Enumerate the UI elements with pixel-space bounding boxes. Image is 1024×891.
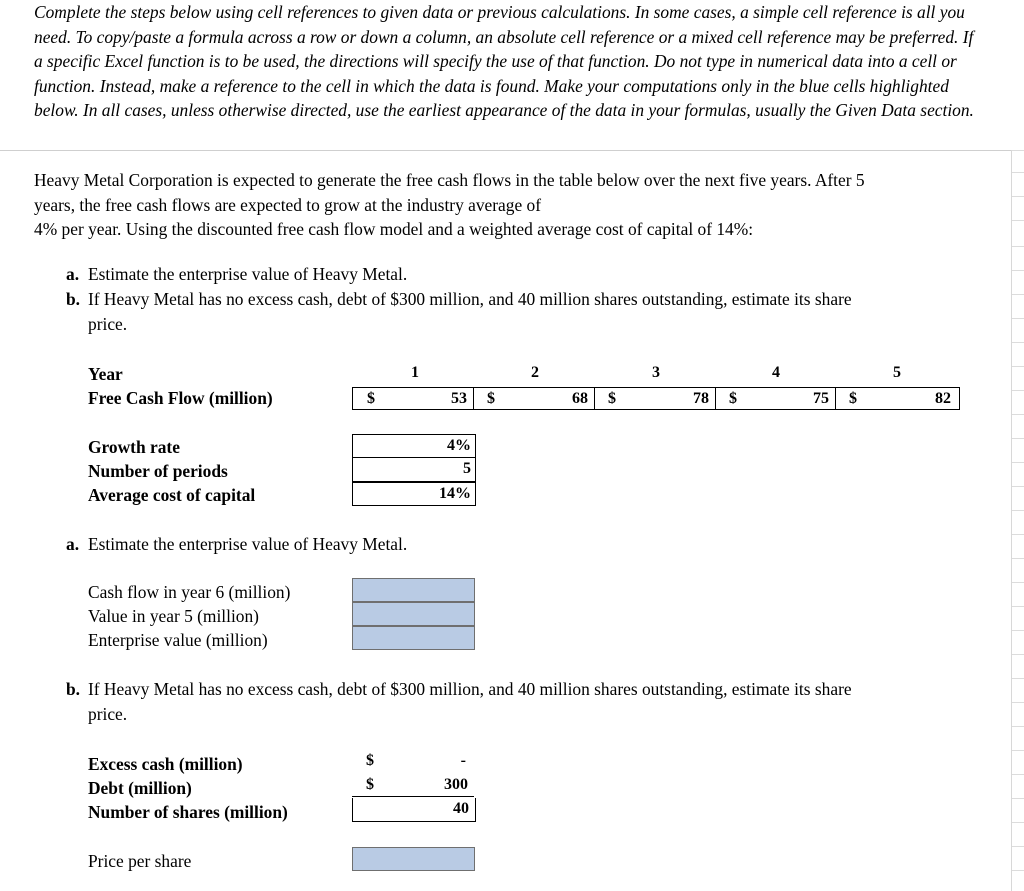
part-a-text: Estimate the enterprise value of Heavy Metal. [88, 534, 408, 554]
excess-cash-cell[interactable] [352, 750, 474, 772]
grid-line [1012, 726, 1024, 727]
question-a-text: Estimate the enterprise value of Heavy Metal. [88, 264, 408, 284]
grid-line [1012, 846, 1024, 847]
debt-value: 300 [444, 776, 468, 793]
grid-line [1012, 220, 1024, 221]
grid-line [1012, 294, 1024, 295]
part-b-letter: b. [66, 679, 81, 699]
part-b-heading [66, 677, 966, 726]
cf-year6-label: Cash flow in year 6 (million) [88, 582, 291, 602]
question-a-letter: a. [66, 264, 80, 284]
grid-line [1012, 606, 1024, 607]
problem-line-2: years, the free cash flows are expected to grow at the industry average of [34, 194, 542, 215]
grid-line [1012, 654, 1024, 655]
question-b-letter: b. [66, 289, 81, 309]
excess-cash-currency: $ [366, 752, 374, 769]
grid-line [1012, 390, 1024, 391]
price-per-share-input[interactable] [352, 847, 475, 871]
grid-line [1012, 630, 1024, 631]
grid-line [1012, 798, 1024, 799]
grid-line [1012, 582, 1024, 583]
part-a-heading [66, 532, 407, 557]
growth-rate-value: 4% [447, 437, 471, 454]
shares-cell[interactable] [352, 798, 476, 822]
grid-line [1012, 558, 1024, 559]
problem-line-3: 4% per year. Using the discounted free cash flow model and a weighted average cost of capital of 14%: [34, 219, 754, 240]
wacc-cell[interactable] [352, 482, 476, 506]
fcf-value-1[interactable]: 53 [451, 390, 467, 407]
fcf-currency-1: $ [367, 390, 375, 407]
grid-line [1012, 702, 1024, 703]
grid-line [1012, 750, 1024, 751]
debt-label: Debt (million) [88, 778, 192, 798]
fcf-value-3[interactable]: 78 [693, 390, 709, 407]
fcf-value-5[interactable]: 82 [935, 390, 951, 407]
growth-rate-label: Growth rate [88, 437, 180, 457]
problem-statement [34, 168, 964, 242]
growth-rate-cell[interactable] [352, 434, 476, 458]
part-b-line-1: If Heavy Metal has no excess cash, debt of $300 million, and 40 million shares outstanding, estimate its share [88, 679, 852, 699]
question-a [66, 262, 966, 287]
divider [0, 150, 1024, 151]
value-year5-label: Value in year 5 (million) [88, 606, 259, 626]
enterprise-value-input[interactable] [352, 626, 475, 650]
fcf-value-4[interactable]: 75 [813, 390, 829, 407]
grid-line [1012, 822, 1024, 823]
question-b-line-1: If Heavy Metal has no excess cash, debt of $300 million, and 40 million shares outstanding, estimate its share [88, 289, 852, 309]
value-year5-input[interactable] [352, 602, 475, 626]
part-b-line-2: price. [88, 703, 128, 724]
debt-cell[interactable] [352, 774, 474, 797]
year-5: 5 [893, 364, 901, 381]
grid-line [1012, 414, 1024, 415]
grid-line [1012, 150, 1024, 151]
grid-line [1012, 486, 1024, 487]
debt-currency: $ [366, 776, 374, 793]
grid-line [1012, 246, 1024, 247]
question-b-line-2: price. [88, 313, 128, 334]
grid-line [1012, 196, 1024, 197]
grid-line [1012, 870, 1024, 871]
part-a-letter: a. [66, 534, 80, 554]
fcf-currency-4: $ [729, 390, 737, 407]
grid-line [1012, 438, 1024, 439]
grid-line [1012, 774, 1024, 775]
shares-value: 40 [453, 800, 469, 817]
grid-line [1012, 678, 1024, 679]
grid-line [1012, 510, 1024, 511]
enterprise-value-label: Enterprise value (million) [88, 630, 268, 650]
grid-line [1012, 318, 1024, 319]
grid-line [1012, 270, 1024, 271]
wacc-label: Average cost of capital [88, 485, 256, 505]
fcf-row [352, 387, 960, 410]
grid-line [1012, 366, 1024, 367]
fcf-value-2[interactable]: 68 [572, 390, 588, 407]
fcf-label: Free Cash Flow (million) [88, 388, 273, 408]
shares-label: Number of shares (million) [88, 802, 288, 822]
year-label: Year [88, 364, 123, 384]
year-2: 2 [531, 364, 539, 381]
price-per-share-label: Price per share [88, 851, 192, 871]
grid-line [1012, 172, 1024, 173]
periods-cell[interactable] [352, 458, 476, 482]
fcf-currency-3: $ [608, 390, 616, 407]
year-4: 4 [772, 364, 780, 381]
fcf-currency-2: $ [487, 390, 495, 407]
wacc-value: 14% [439, 485, 471, 502]
cf-year6-input[interactable] [352, 578, 475, 602]
question-b [66, 287, 966, 336]
instructions-text: Complete the steps below using cell references to given data or previous calculations. In some cases, a simple cell reference is all you need. To copy/paste a formula across a row or down a column, an absolute cell reference or a mixed cell reference may be preferred. If a specific Excel function is to be used, the directions will specify the use of that function. Do not type in numerical data into a cell or function. Instead, make a reference to the cell in which the data is found. Make your computations only in the blue cells highlighted below. In all cases, unless otherwise directed, use the earliest appearance of the data in your formulas, usually the Given Data section. [34, 2, 974, 121]
problem-line-1: Heavy Metal Corporation is expected to generate the free cash flows in the table below over the next five years. After 5 [34, 170, 865, 190]
right-grid-edge [1011, 150, 1012, 891]
fcf-currency-5: $ [849, 390, 857, 407]
year-1: 1 [411, 364, 419, 381]
excess-cash-label: Excess cash (million) [88, 754, 243, 774]
grid-line [1012, 342, 1024, 343]
grid-line [1012, 462, 1024, 463]
excess-cash-value: - [460, 752, 466, 769]
year-3: 3 [652, 364, 660, 381]
grid-line [1012, 534, 1024, 535]
periods-label: Number of periods [88, 461, 228, 481]
periods-value: 5 [463, 460, 471, 477]
